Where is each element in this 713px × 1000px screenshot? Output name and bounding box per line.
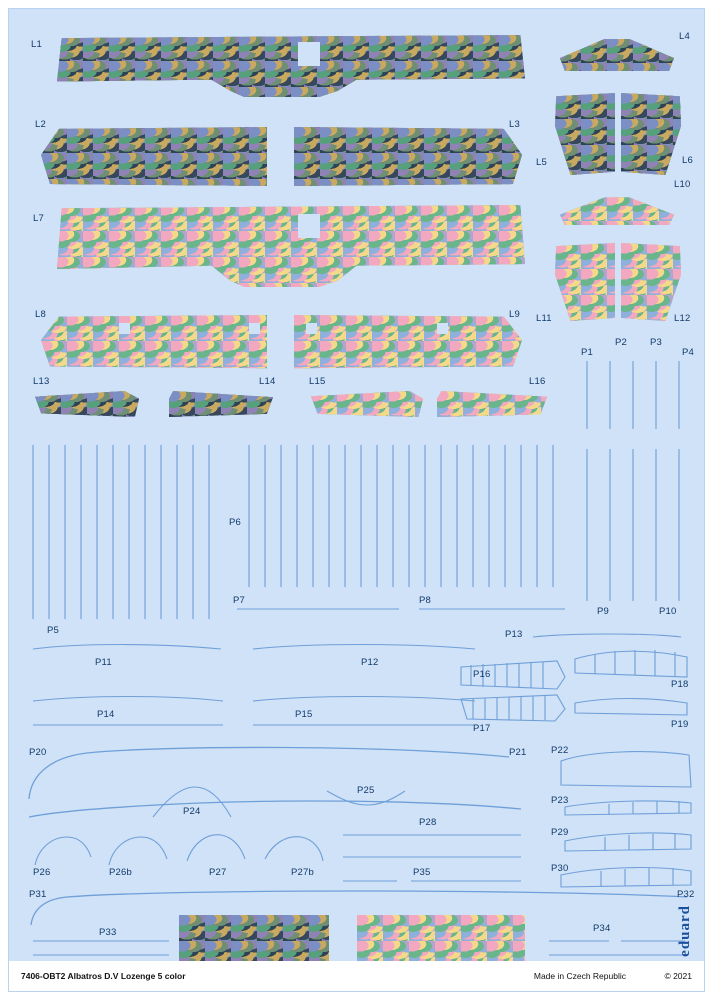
cutout-L8a (119, 323, 130, 334)
label-P25: P25 (357, 785, 375, 796)
part-L13-aileron (35, 391, 139, 417)
label-P34: P34 (593, 923, 611, 934)
label-L15: L15 (309, 376, 326, 387)
label-P14: P14 (97, 709, 115, 720)
label-P32: P32 (677, 889, 695, 900)
swatch-dark-lozenge (179, 915, 329, 965)
part-L14-aileron (169, 391, 273, 417)
label-L13: L13 (33, 376, 50, 387)
label-P27-a: P27 (209, 867, 227, 878)
label-P12: P12 (361, 657, 379, 668)
label-P16: P16 (473, 669, 491, 680)
part-L5-elevator-left (555, 93, 615, 175)
label-P18: P18 (671, 679, 689, 690)
label-P23: P23 (551, 795, 569, 806)
decal-sheet (8, 8, 705, 992)
part-L3-lower-wing-right (294, 127, 522, 189)
label-P11: P11 (95, 657, 112, 668)
cutout-L1 (298, 42, 320, 66)
label-L10: L10 (674, 179, 691, 190)
label-P29: P29 (551, 827, 569, 838)
part-L10-tailplane-underside (555, 195, 679, 225)
label-L16: L16 (529, 376, 546, 387)
part-L4-tailplane (555, 37, 679, 71)
eduard-logo: eduard (677, 905, 693, 957)
label-P10: P10 (659, 606, 677, 617)
part-L1-upper-wing (57, 35, 525, 97)
label-L2: L2 (35, 119, 46, 130)
label-P3: P3 (650, 337, 663, 348)
label-L14: L14 (259, 376, 276, 387)
label-P17: P17 (473, 723, 491, 734)
label-P13: P13 (505, 629, 523, 640)
part-L8-lower-wing-underside-left (41, 315, 267, 371)
label-P9: P9 (597, 606, 610, 617)
part-L6-elevator-right (621, 93, 681, 175)
label-L7: L7 (33, 213, 44, 224)
label-P35: P35 (413, 867, 431, 878)
footer-product-text: 7406-OBT2 Albatros D.V Lozenge 5 color (21, 971, 186, 981)
label-L3: L3 (509, 119, 520, 130)
part-L2-lower-wing-left (41, 127, 267, 189)
sheet-footer (9, 961, 704, 991)
label-P4: P4 (682, 347, 695, 358)
label-P20: P20 (29, 747, 47, 758)
cutout-L9a (306, 323, 317, 334)
label-P33: P33 (99, 927, 117, 938)
label-P1: P1 (581, 347, 594, 358)
label-P6: P6 (229, 517, 242, 528)
label-P15: P15 (295, 709, 313, 720)
label-P28: P28 (419, 817, 437, 828)
label-P5: P5 (47, 625, 60, 636)
label-L8: L8 (35, 309, 46, 320)
label-P24: P24 (183, 806, 201, 817)
label-L11: L11 (536, 313, 552, 324)
label-L1: L1 (31, 39, 42, 50)
part-L9-lower-wing-underside-right (294, 315, 522, 371)
label-L4: L4 (679, 31, 690, 42)
label-P21: P21 (509, 747, 527, 758)
label-L5: L5 (536, 157, 547, 168)
part-L12-elevator-underside-right (621, 243, 681, 321)
label-P22: P22 (551, 745, 569, 756)
part-L16-aileron (437, 391, 547, 417)
label-P26-a: P26 (33, 867, 51, 878)
footer-copyright-text: © 2021 (664, 971, 692, 981)
swatch-light-lozenge (357, 915, 525, 965)
label-P7: P7 (233, 595, 246, 606)
label-L12: L12 (674, 313, 691, 324)
label-P26-b: P26b (109, 867, 132, 878)
label-L6: L6 (682, 155, 693, 166)
cutout-L7 (298, 214, 320, 238)
label-P30: P30 (551, 863, 569, 874)
cutout-L8b (249, 323, 260, 334)
part-L15-aileron (311, 391, 423, 417)
cutout-L9b (437, 323, 448, 334)
part-L11-elevator-underside-left (555, 243, 615, 321)
label-P19: P19 (671, 719, 689, 730)
footer-origin-text: Made in Czech Republic (533, 971, 626, 981)
part-L7-upper-wing-underside (57, 205, 525, 287)
label-P2: P2 (615, 337, 628, 348)
label-P31: P31 (29, 889, 47, 900)
label-P27-b: P27b (291, 867, 314, 878)
label-P8: P8 (419, 595, 432, 606)
label-L9: L9 (509, 309, 520, 320)
